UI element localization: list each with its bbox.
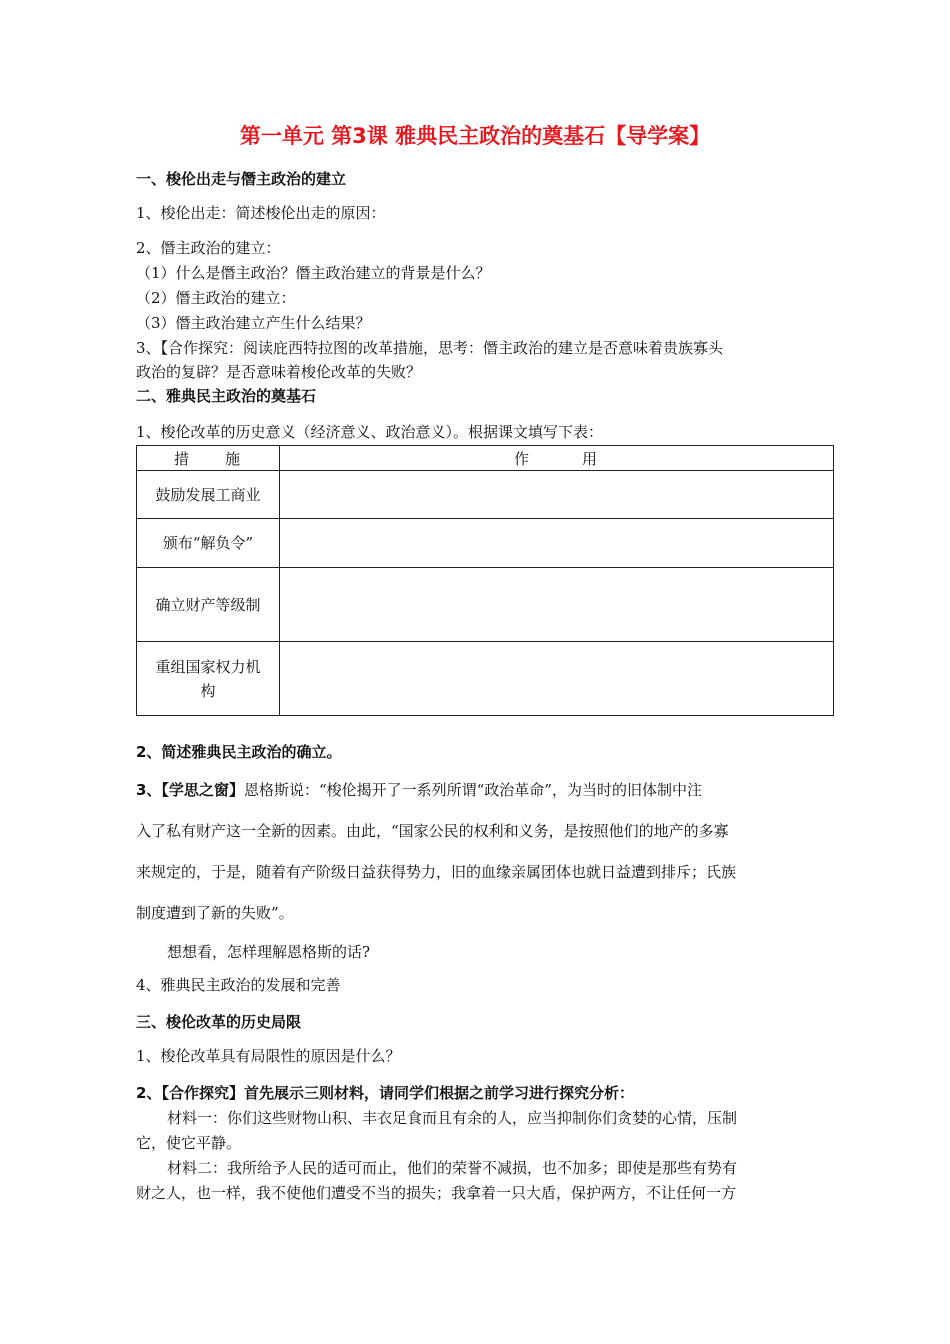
measure-cell: 确立财产等级制: [137, 568, 280, 642]
effect-cell[interactable]: [280, 642, 834, 716]
measure-cell: [137, 642, 280, 716]
section1-heading: 一、梭伦出走与僭主政治的建立: [136, 170, 347, 188]
effect-cell[interactable]: [280, 471, 834, 519]
column-header-measures: 措 施: [137, 446, 280, 471]
measure-cell: 鼓励发展工商业: [137, 471, 280, 519]
document-title: 第一单元 第3课 雅典民主政治的奠基石【导学案】: [239, 124, 711, 148]
table-row: [137, 519, 834, 568]
table-header-row: [137, 446, 834, 471]
section2-question-3-line2: 入了私有财产这一全新的因素。由此，“国家公民的权利和义务，是按照他们的地产的多寡: [136, 822, 729, 840]
section2-question-4: 4、雅典民主政治的发展和完善: [136, 976, 341, 994]
section1-question-2-2: （2）僭主政治的建立：: [136, 289, 296, 307]
measure-cell-line1: 重组国家权力机: [155, 657, 261, 676]
engels-quote-start: 恩格斯说：“梭伦揭开了一系列所谓“政治革命”，为当时的旧体制中注: [243, 781, 702, 799]
table-row: [137, 471, 834, 519]
measure-cell: 颁布“解负令”: [137, 519, 280, 568]
section2-question-3-line3: 来规定的，于是，随着有产阶级日益获得势力，旧的血缘亲属团体也就日益遭到排斥；氏族: [136, 863, 737, 881]
section2-question-3-line1: [136, 780, 702, 800]
cooperative-inquiry-prompt: 【合作探究】首先展示三则材料，请同学们根据之前学习进行探究分析：: [161, 1084, 634, 1102]
effect-cell[interactable]: [280, 568, 834, 642]
section3-question-2: [136, 1083, 634, 1103]
section2-heading: 二、雅典民主政治的奠基石: [136, 387, 317, 405]
study-window-label: 3、【学思之窗】: [136, 781, 244, 799]
table-row: [137, 642, 834, 716]
effect-cell[interactable]: [280, 519, 834, 568]
material-2-line2: 财之人，也一样，我不使他们遭受不当的损失；我拿着一只大盾，保护两方，不让任何一方: [136, 1184, 737, 1202]
section1-question-2: 2、僭主政治的建立：: [136, 239, 281, 257]
section2-question-2: 2、简述雅典民主政治的确立。: [136, 743, 342, 761]
material-2-line1: 材料二：我所给予人民的适可而止，他们的荣誉不减损，也不加多；即使是那些有势有: [167, 1159, 738, 1177]
section2-question-3-line4: 制度遭到了新的失败”。: [136, 904, 294, 922]
column-header-effects: 作 用: [280, 446, 834, 471]
section1-question-3-line1: 3、【合作探究：阅读庇西特拉图的改革措施，思考：僭主政治的建立是否意味着贵族寡头: [136, 339, 724, 357]
section3-heading: 三、梭伦改革的历史局限: [136, 1013, 302, 1031]
reform-measures-table: [136, 445, 834, 716]
material-1-line2: 它，使它平静。: [136, 1134, 242, 1152]
section2-question-1: 1、梭伦改革的历史意义（经济意义、政治意义）。根据课文填写下表：: [136, 423, 604, 441]
table-row: [137, 568, 834, 642]
section3-question-1: 1、梭伦改革具有局限性的原因是什么？: [136, 1047, 401, 1065]
material-1-line1: 材料一：你们这些财物山积、丰衣足食而且有余的人，应当抑制你们贪婪的心情，压制: [167, 1109, 738, 1127]
section1-question-2-1: （1）什么是僭主政治？僭主政治建立的背景是什么？: [136, 264, 491, 282]
section2-question-3-think: 想想看，怎样理解恩格斯的话?: [167, 943, 371, 961]
question-number: 2、: [136, 1084, 162, 1102]
section1-question-3-line2: 政治的复辟？是否意味着梭伦改革的失败？: [136, 363, 422, 381]
section1-question-1: 1、梭伦出走：简述梭伦出走的原因：: [136, 204, 386, 222]
measure-cell-line2: 构: [200, 681, 216, 700]
section1-question-2-3: （3）僭主政治建立产生什么结果？: [136, 314, 371, 332]
